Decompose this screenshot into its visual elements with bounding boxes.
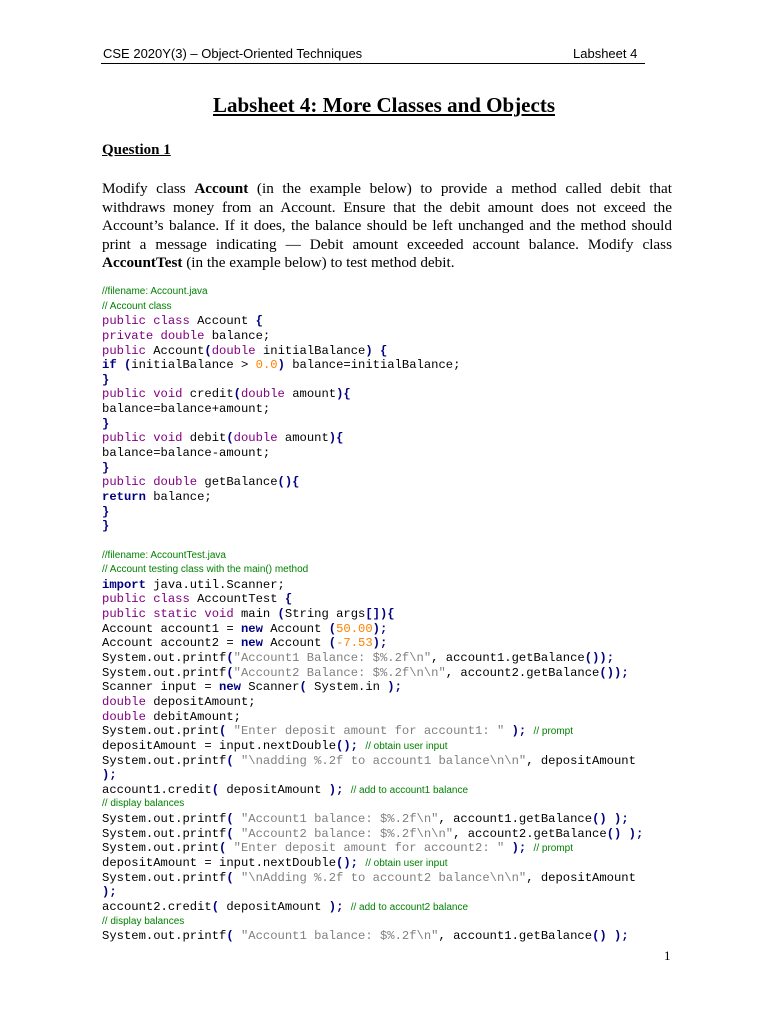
question-heading: Question 1 <box>102 142 171 158</box>
header-sheet: Labsheet 4 <box>573 46 638 61</box>
code-token: System.out.printf <box>102 826 227 841</box>
code-line <box>102 592 682 607</box>
code-token: amount <box>284 431 329 446</box>
code-token: ( <box>233 387 241 402</box>
code-token: Scanner <box>248 680 300 695</box>
code-token: // prompt <box>533 843 574 855</box>
question-text: Modify class Account (in the example below) to provide a method called debit that withdraws money from an Account. Ensure that the debit amount does not exceed the Account’s balance. If it does, the balance should be left unchanged and the method should print a message indicating — Debit amount exceeded account balance. Modify class AccountTest (in the example below) to test method debit. <box>102 180 672 272</box>
code-token: depositAmount; <box>153 694 256 709</box>
code-token: // add to account1 balance <box>350 784 469 796</box>
code-line <box>102 651 682 666</box>
code-token: } <box>102 460 110 475</box>
code-token: ( <box>328 621 337 636</box>
page-title: Labsheet 4: More Classes and Objects <box>212 93 555 117</box>
code-token: // obtain user input <box>365 857 448 869</box>
code-line <box>102 329 682 344</box>
code-token: if <box>102 358 124 373</box>
code-token: , depositAmount <box>526 753 636 768</box>
code-token: ); <box>387 680 402 695</box>
code-token: balance=initialBalance; <box>292 358 461 373</box>
code-line <box>102 680 682 695</box>
code-line <box>102 314 682 329</box>
code-token: ()); <box>584 651 615 666</box>
code-token: double <box>102 694 154 709</box>
code-token: , account1.getBalance <box>431 651 585 666</box>
code-token: () ); <box>606 826 644 841</box>
code-token: import <box>102 577 154 592</box>
code-line <box>102 739 682 754</box>
code-line <box>102 856 682 871</box>
code-token: debit <box>189 431 227 446</box>
page-number: 1 <box>664 948 671 963</box>
code-line <box>102 768 682 783</box>
code-token: 0.0 <box>255 358 278 373</box>
code-token: // obtain user input <box>365 740 448 752</box>
code-token: ); <box>328 899 351 914</box>
code-token: ( <box>226 812 241 827</box>
code-token: String args <box>284 607 366 622</box>
code-token: ( <box>219 841 234 856</box>
code-token: double <box>211 343 263 358</box>
code-token: System.out.print <box>102 724 220 739</box>
code-token: debitAmount; <box>153 709 241 724</box>
code-token: { <box>284 592 293 607</box>
code-token: public void <box>102 387 190 402</box>
code-token: account2.credit <box>102 899 212 914</box>
code-token: balance=balance-amount; <box>102 446 271 461</box>
code-token: ) <box>277 358 293 373</box>
code-token: []){ <box>365 607 395 622</box>
code-token: System.out.printf <box>102 812 227 827</box>
code-token: public <box>102 343 154 358</box>
code-line <box>102 607 682 622</box>
code-line <box>102 373 682 388</box>
code-token: () ); <box>592 812 629 827</box>
code-token: double <box>102 709 154 724</box>
code-token: balance; <box>153 489 212 504</box>
code-token: ); <box>511 724 534 739</box>
code-line <box>102 871 682 886</box>
code-token: () ); <box>592 929 629 944</box>
code-token: ( <box>299 680 315 695</box>
code-token: AccountTest <box>197 592 285 607</box>
code-token: System.out.print <box>102 841 220 856</box>
code-token: (){ <box>277 475 300 490</box>
code-token: (); <box>336 738 366 753</box>
code-token: { <box>255 314 263 329</box>
code-token: ( <box>226 826 241 841</box>
code-token: new <box>219 680 249 695</box>
code-line <box>102 578 682 593</box>
code-line <box>102 695 682 710</box>
code-token: public class <box>102 314 198 329</box>
code-token: public double <box>102 475 205 490</box>
code-token: ( <box>226 431 234 446</box>
code-token: Account account1 = <box>102 621 241 636</box>
code-token: ); <box>102 885 117 900</box>
code-line <box>102 358 682 373</box>
code-line <box>102 622 682 637</box>
code-token: ( <box>211 782 227 797</box>
code-line <box>102 344 682 359</box>
code-comment: // display balances <box>102 798 185 810</box>
code-line <box>102 461 682 476</box>
code-token: , account1.getBalance <box>438 929 593 944</box>
code-line <box>102 783 682 798</box>
code-line <box>102 841 682 856</box>
code-token: System.out.printf <box>102 870 227 885</box>
code-line <box>102 505 682 520</box>
code-token: ); <box>328 782 351 797</box>
code-line <box>102 666 682 681</box>
code-token: private double <box>102 328 212 343</box>
code-comment: //filename: AccountTest.java <box>102 549 226 561</box>
code-token: Account <box>197 314 256 329</box>
code-token: initialBalance <box>262 343 366 358</box>
code-token: public class <box>102 592 198 607</box>
code-token: ()); <box>599 665 629 680</box>
code-token: credit <box>189 387 234 402</box>
code-token: depositAmount <box>226 899 329 914</box>
code-token: ( <box>219 724 234 739</box>
code-token: } <box>102 372 110 387</box>
code-line <box>102 417 682 432</box>
code-token: , account2.getBalance <box>453 826 607 841</box>
code-token: System.in <box>314 680 388 695</box>
code-token: 50.00 <box>336 621 373 636</box>
code-token: "Account1 balance: $%.2f\n" <box>240 929 439 944</box>
code-token: depositAmount <box>226 782 329 797</box>
code-token: ( <box>123 358 132 373</box>
code-token: "Enter deposit amount for account2: " <box>233 841 512 856</box>
code-token: ( <box>277 607 285 622</box>
code-token: Account account2 = <box>102 636 241 651</box>
header-rule <box>101 63 645 64</box>
code-comment: // Account testing class with the main() method <box>102 564 309 576</box>
code-line <box>102 446 682 461</box>
code-token: , account2.getBalance <box>445 665 600 680</box>
code-token: , depositAmount <box>526 870 636 885</box>
header-course: CSE 2020Y(3) – Object-Oriented Techniques <box>103 46 363 61</box>
code-token: public void <box>102 431 190 446</box>
code-token: ( <box>328 636 337 651</box>
code-line <box>102 710 682 725</box>
code-token: "Account2 balance: $%.2f\n\n" <box>240 826 454 841</box>
code-token: "Account1 balance: $%.2f\n" <box>240 812 439 827</box>
code-line <box>102 475 682 490</box>
code-token: ( <box>226 929 241 944</box>
code-token: ){ <box>336 387 351 402</box>
code-token: main <box>240 607 278 622</box>
code-line <box>102 900 682 915</box>
code-token: depositAmount = input.nextDouble <box>102 738 337 753</box>
code-token: ( <box>226 651 234 666</box>
code-token: ){ <box>328 431 344 446</box>
code-token: getBalance <box>204 475 278 490</box>
code-token: ( <box>226 870 241 885</box>
code-token: return <box>102 489 154 504</box>
code-token: , account1.getBalance <box>438 812 593 827</box>
code-line <box>102 754 682 769</box>
code-token: ); <box>372 621 388 636</box>
code-token: double <box>240 387 293 402</box>
code-line <box>102 402 682 417</box>
code-token: amount <box>292 387 337 402</box>
code-token: "Account2 Balance: $%.2f\n\n" <box>233 665 446 680</box>
code-line <box>102 812 682 827</box>
code-token: -7.53 <box>336 636 373 651</box>
code-token: ( <box>226 665 234 680</box>
code-token: // prompt <box>533 726 574 738</box>
code-token: System.out.printf <box>102 753 227 768</box>
code-token: double <box>233 431 285 446</box>
code-line <box>102 387 682 402</box>
code-line <box>102 885 682 900</box>
code-token: System.out.printf <box>102 651 227 666</box>
code-token: balance=balance+amount; <box>102 402 271 417</box>
code-token: ( <box>204 343 212 358</box>
code-line <box>102 431 682 446</box>
code-token: Account <box>153 343 205 358</box>
code-token: ( <box>226 753 241 768</box>
code-token: Scanner input = <box>102 680 220 695</box>
code-token: System.out.printf <box>102 665 227 680</box>
code-token: "\nAdding %.2f to account2 balance\n\n" <box>240 870 527 885</box>
code-blank-line <box>102 534 682 549</box>
code-listing <box>102 285 682 944</box>
code-token: } <box>102 519 110 534</box>
code-line <box>102 724 682 739</box>
code-line <box>102 519 682 534</box>
code-token: new <box>240 636 271 651</box>
code-token: System.out.printf <box>102 929 227 944</box>
code-token: public static void <box>102 607 241 622</box>
code-token: Account <box>270 621 329 636</box>
code-token: initialBalance > <box>131 358 256 373</box>
code-line <box>102 636 682 651</box>
code-token: java.util.Scanner; <box>153 577 285 592</box>
code-token: } <box>102 504 110 519</box>
code-token: "Enter deposit amount for account1: " <box>233 724 512 739</box>
code-token: "Account1 Balance: $%.2f\n" <box>233 651 432 666</box>
code-token: new <box>240 621 271 636</box>
code-token: account1.credit <box>102 782 212 797</box>
code-token: ); <box>102 768 117 783</box>
code-token: Account <box>270 636 329 651</box>
code-comment: // Account class <box>102 300 172 312</box>
code-token: } <box>102 416 110 431</box>
code-comment: //filename: Account.java <box>102 286 208 297</box>
code-token: ) { <box>365 343 388 358</box>
code-token: ( <box>211 899 227 914</box>
code-token: ); <box>511 841 534 856</box>
code-line <box>102 827 682 842</box>
code-comment: // display balances <box>102 915 185 927</box>
code-token: // add to account2 balance <box>350 901 469 913</box>
code-token: ); <box>372 636 388 651</box>
code-token: depositAmount = input.nextDouble <box>102 855 337 870</box>
code-line <box>102 490 682 505</box>
code-line <box>102 929 682 944</box>
code-token: (); <box>336 855 366 870</box>
code-token: "\nadding %.2f to account1 balance\n\n" <box>240 753 527 768</box>
code-token: balance; <box>211 328 271 343</box>
